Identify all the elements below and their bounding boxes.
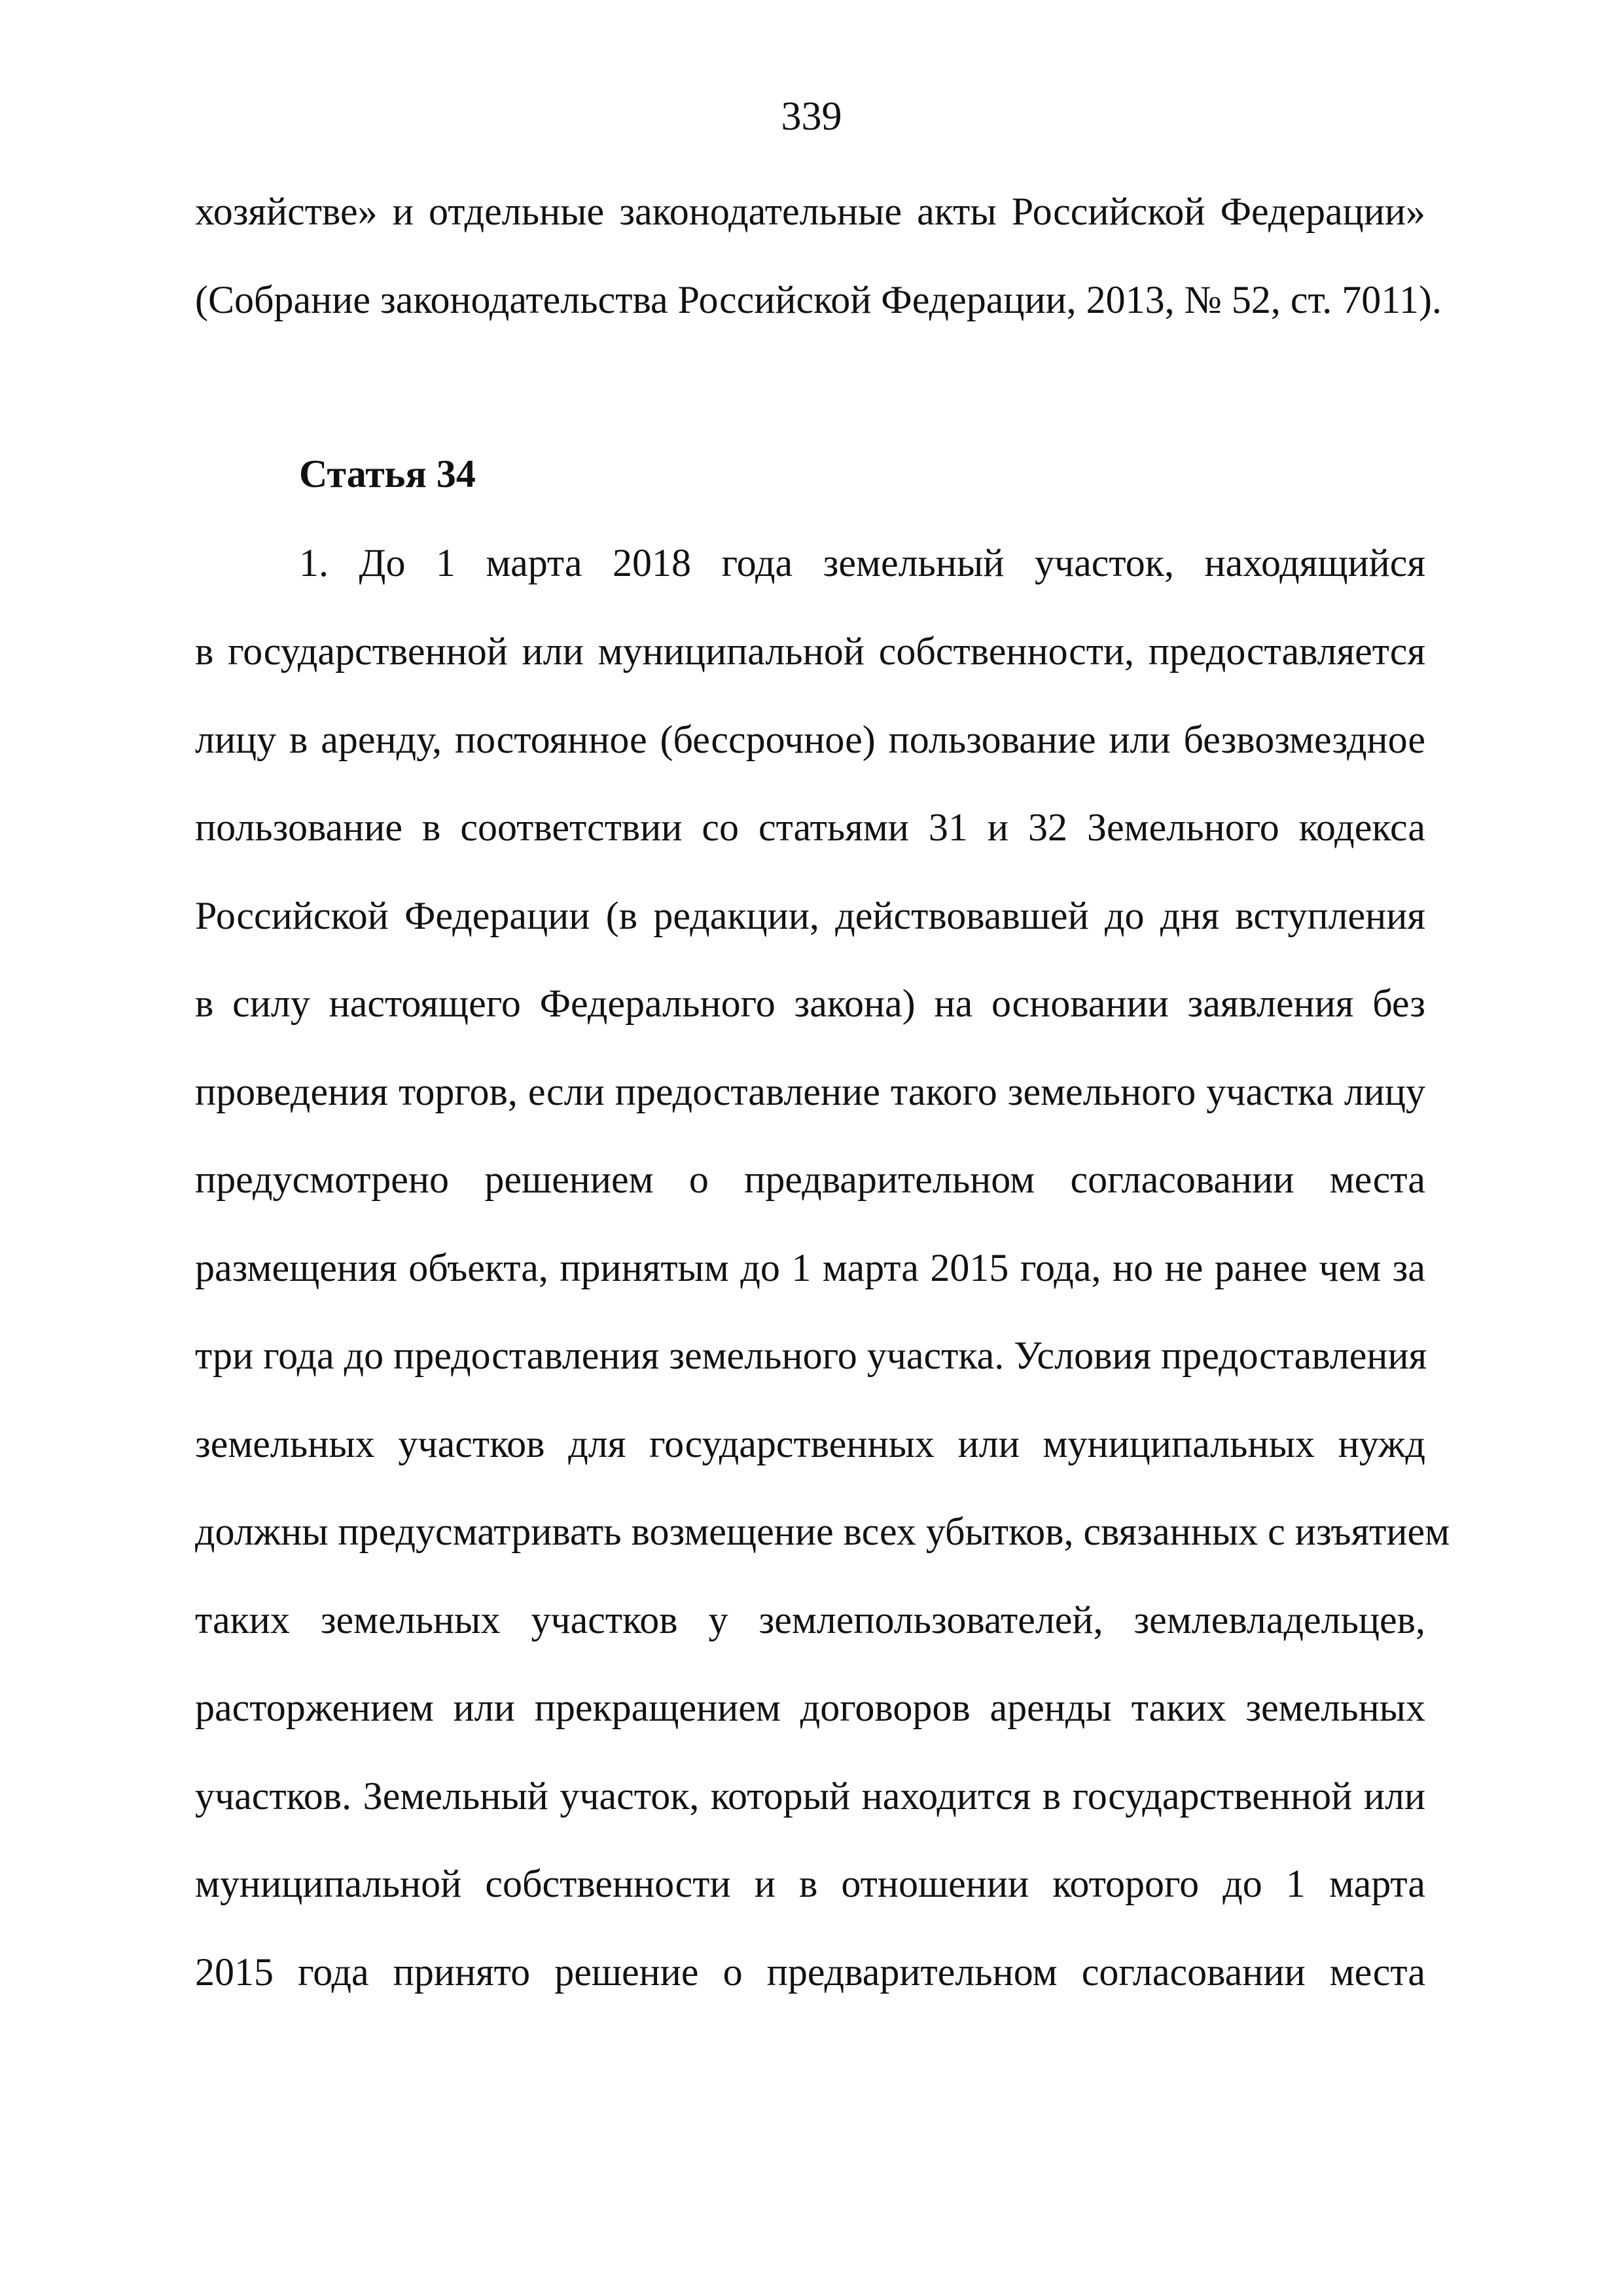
article-line: 2015 года принято решение о предварительном согласовании места: [195, 1950, 1425, 1994]
intro-line: (Собрание законодательства Российской Федерации, 2013, № 52, ст. 7011).: [195, 278, 1442, 321]
page-number: 339: [781, 94, 842, 139]
article-line: расторжением или прекращением договоров аренды таких земельных: [195, 1686, 1425, 1729]
intro-line: хозяйстве» и отдельные законодательные акты Российской Федерации»: [195, 190, 1425, 233]
article-line: в силу настоящего Федерального закона) на основании заявления без: [195, 982, 1425, 1025]
article-line: проведения торгов, если предоставление такого земельного участка лицу: [195, 1070, 1425, 1113]
article-line: лицу в аренду, постоянное (бессрочное) пользование или безвозмездное: [195, 718, 1425, 761]
article-line: участков. Земельный участок, который находится в государственной или: [195, 1774, 1425, 1818]
article-line: должны предусматривать возмещение всех убытков, связанных с изъятием: [195, 1510, 1450, 1553]
article-line: таких земельных участков у землепользователей, землевладельцев,: [195, 1598, 1425, 1641]
article-line: предусмотрено решением о предварительном согласовании места: [195, 1158, 1425, 1201]
article-line: пользование в соответствии со статьями 31 и 32 Земельного кодекса: [195, 806, 1425, 849]
article-line: 1. До 1 марта 2018 года земельный участок, находящийся: [299, 541, 1425, 584]
article-line: земельных участков для государственных или муниципальных нужд: [195, 1422, 1425, 1465]
article-line: Российской Федерации (в редакции, действовавшей до дня вступления: [195, 894, 1425, 937]
article-line: размещения объекта, принятым до 1 марта 2015 года, но не ранее чем за: [195, 1246, 1425, 1289]
article-line: три года до предоставления земельного участка. Условия предоставления: [195, 1334, 1427, 1377]
article-heading: Статья 34: [299, 452, 476, 495]
article-line: в государственной или муниципальной собственности, предоставляется: [195, 630, 1425, 673]
article-line: муниципальной собственности и в отношении которого до 1 марта: [195, 1862, 1425, 1905]
